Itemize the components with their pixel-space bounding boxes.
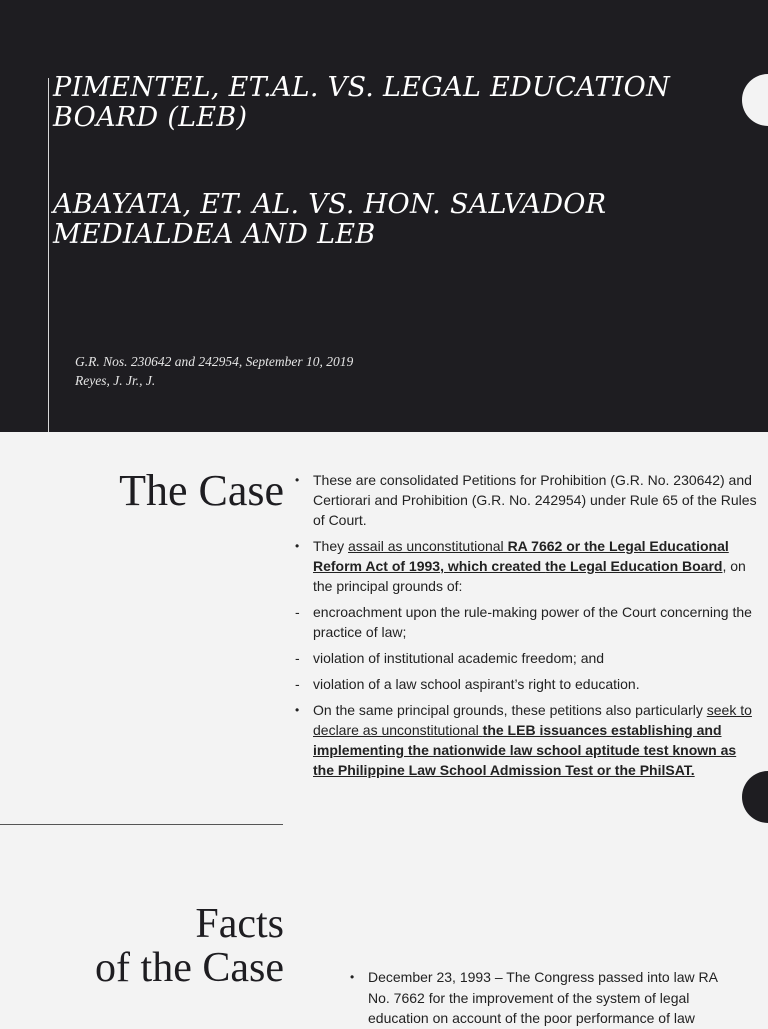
case-title-secondary: ABAYATA, ET. AL. VS. HON. SALVADOR MEDIALDEA AND LEB [53,189,607,250]
list-item-text [313,702,752,778]
case-metadata [75,352,353,390]
text-segment: On the same principal grounds, these petitions also particularly [313,702,707,718]
list-item [295,674,760,694]
facts-slide [0,866,768,1024]
title-slide [0,0,768,432]
dash-marker: - [295,604,300,620]
facts-heading-line: of the Case [95,945,284,991]
text-segment: , on the principal grounds of: [313,558,746,594]
text-segment: They [313,538,349,554]
list-item [295,470,760,530]
list-item-text: These are consolidated Petitions for Prohibition (G.R. No. 230642) and Certiorari and Prohibition (G.R. No. 242954) under Rule 65 of the Rules of Court. [313,472,757,528]
facts-heading-line: Facts [195,901,284,947]
list-item-text: violation of a law school aspirant’s right to education. [313,676,640,692]
case-citation: G.R. Nos. 230642 and 242954, September 10, 2019 [75,354,354,369]
facts-list [350,967,740,1029]
list-item-text: violation of institutional academic freedom; and [313,650,605,666]
bullet-marker: • [295,473,300,487]
bold-underlined-text: RA 7662 or the Legal Educational Reform Act of 1993 [313,538,729,574]
the-case-heading: The Case [119,466,284,515]
list-item [295,648,760,668]
bold-underlined-text: the Legal Education Board [545,558,723,574]
bold-underlined-text: the LEB issuances establishing and implementing the nationwide law school aptitude test known as the Philippine Law School Admission Test or the PhilSAT. [313,722,737,778]
the-case-list [295,470,760,786]
underlined-text: assail as unconstitutional [348,538,508,554]
list-item-text: December 23, 1993 – The Congress passed into law RA No. 7662 for the improvement of the system of legal education on account of the poor performance of law [368,969,718,1026]
bold-underlined-text: , which created [440,558,546,574]
section-divider [0,824,283,825]
case-ponente: Reyes, J. Jr., J. [75,373,156,388]
case-title-primary: PIMENTEL, ET.AL. VS. LEGAL EDUCATION BOARD (LEB) [53,72,670,133]
list-item [295,700,760,780]
bullet-marker: • [295,539,300,553]
list-item-text [313,538,746,594]
list-item [295,536,760,596]
list-item-text: encroachment upon the rule-making power of the Court concerning the practice of law; [313,604,752,640]
list-item [350,967,740,1029]
bullet-marker: • [295,703,300,717]
title-accent-line [48,78,49,432]
list-item [295,602,760,642]
dash-marker: - [295,676,300,692]
underlined-text: seek to declare as unconstitutional [313,702,752,738]
facts-heading [95,902,284,990]
dash-marker: - [295,650,300,666]
bullet-marker: • [350,970,355,984]
the-case-slide [0,432,768,866]
